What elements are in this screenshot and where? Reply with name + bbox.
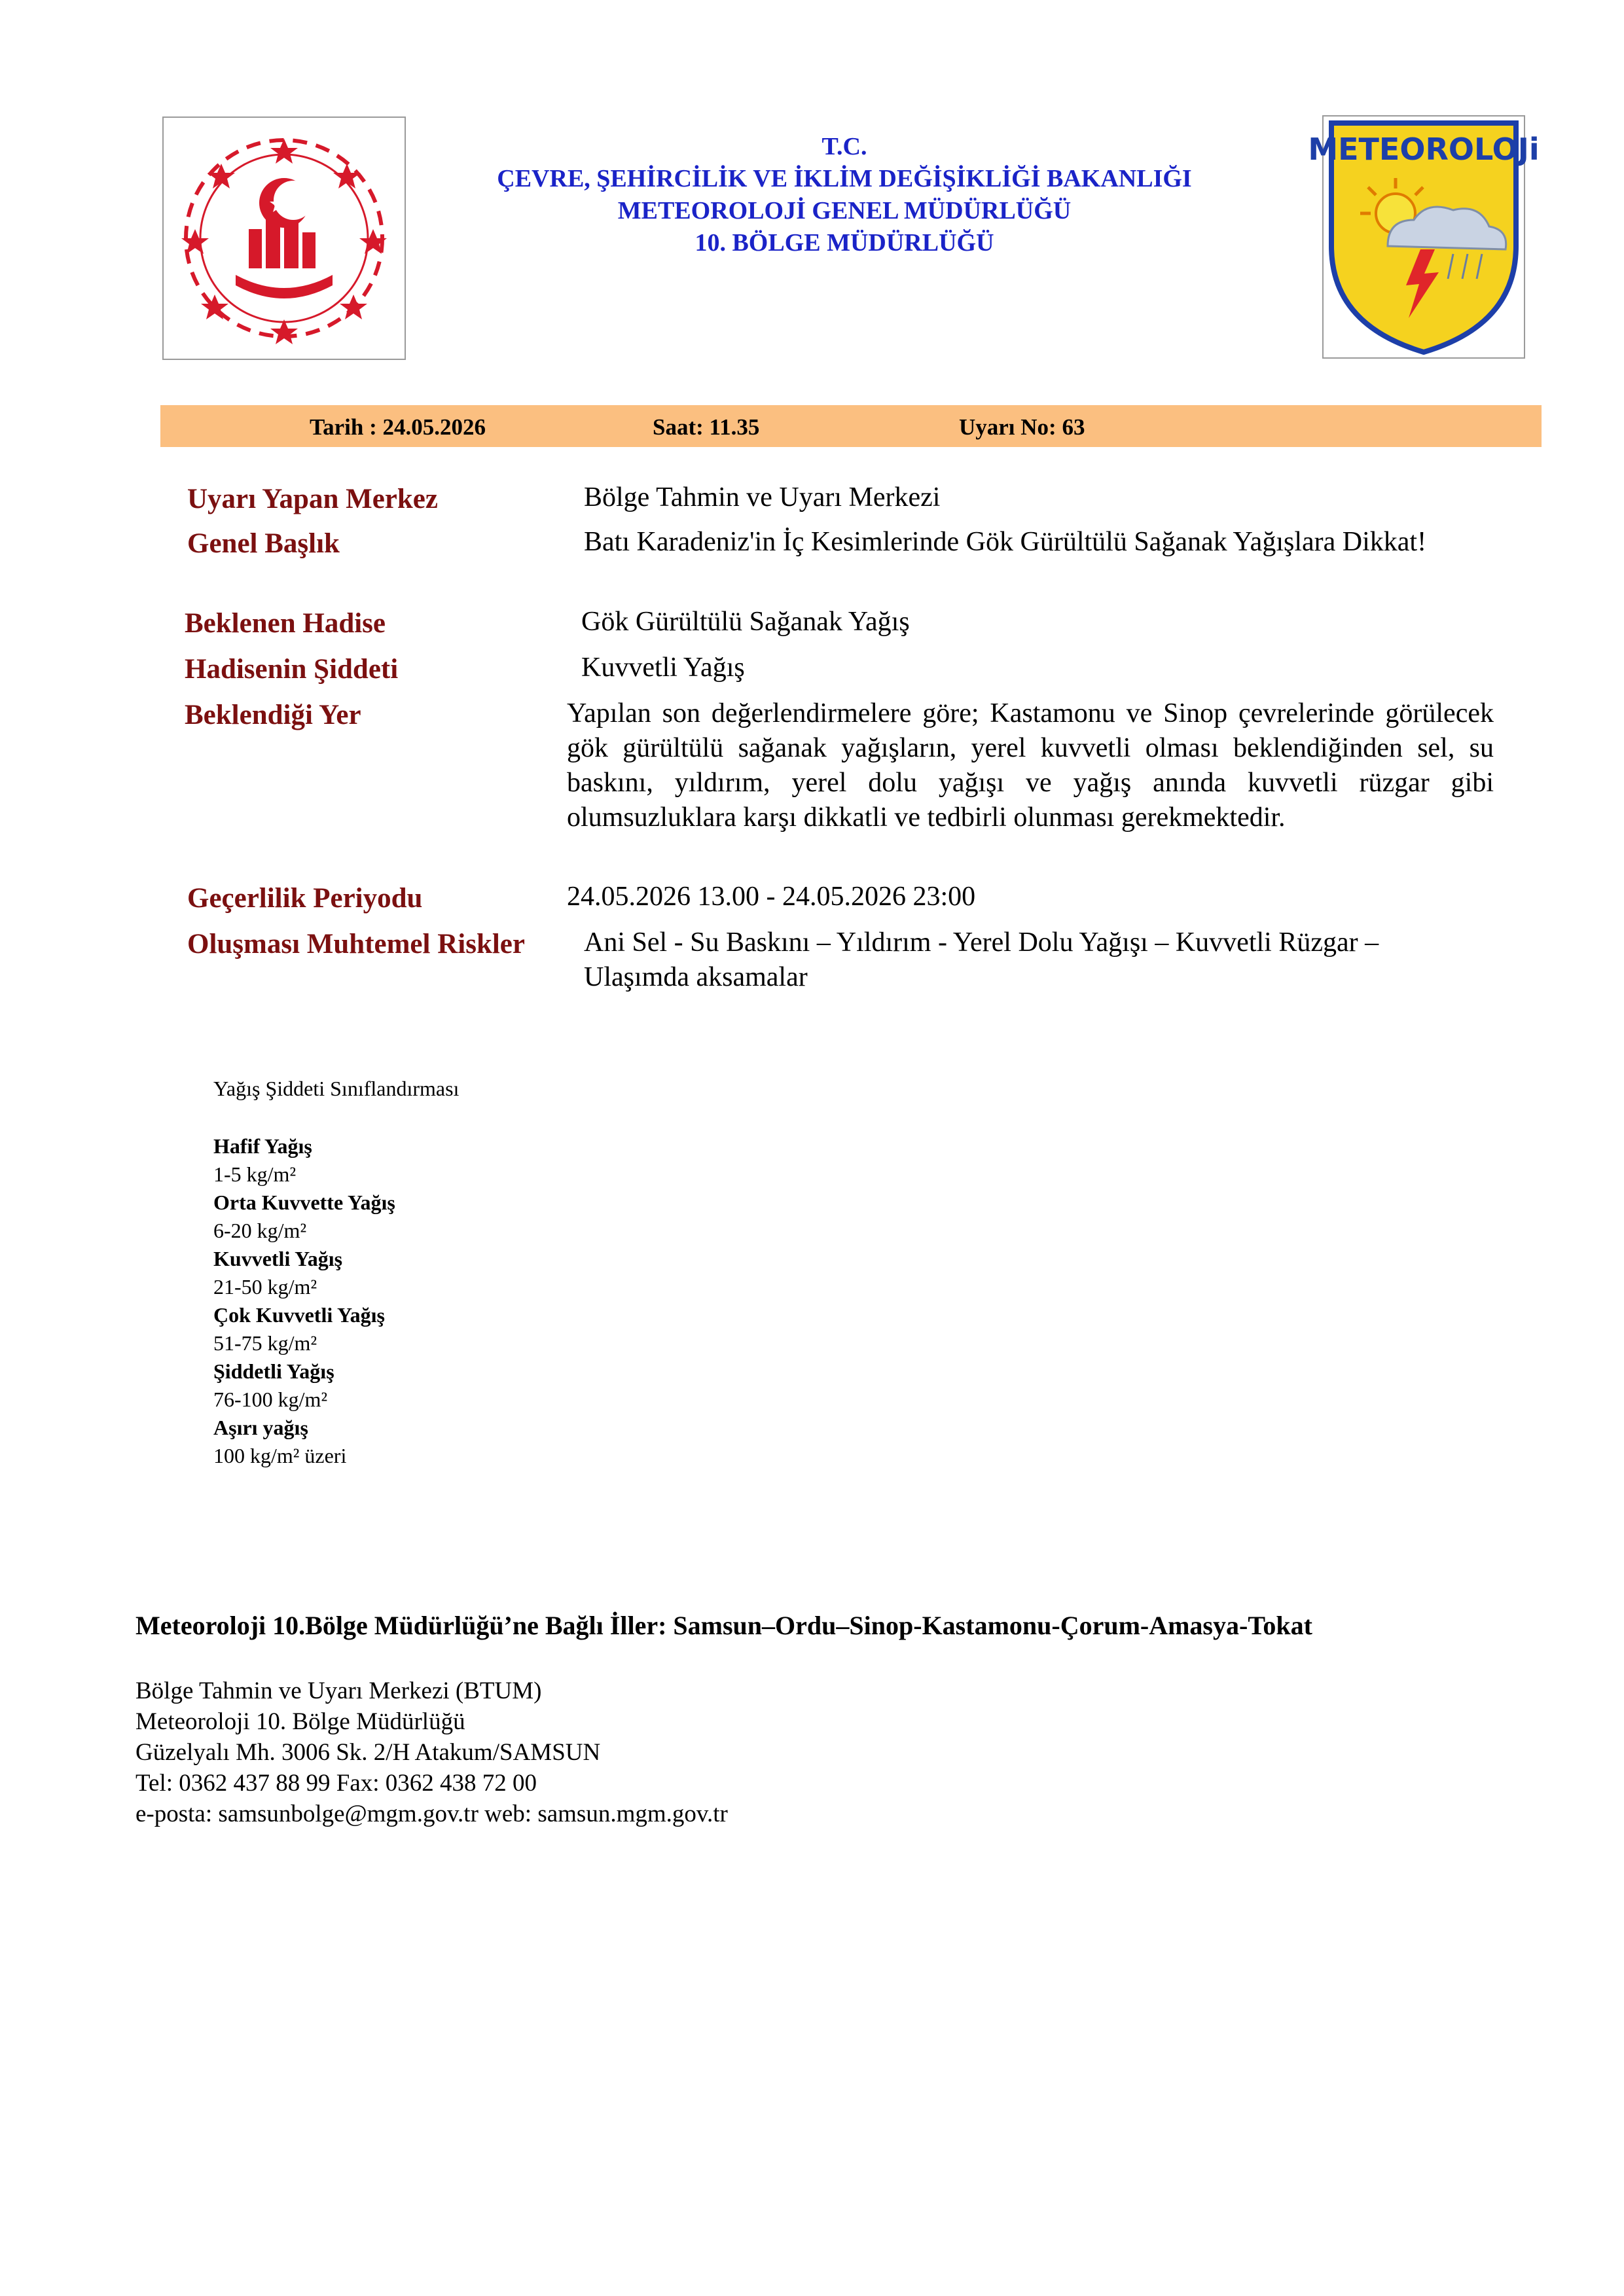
ministry-emblem-icon: [164, 118, 405, 359]
field-label-risks: Oluşması Muhtemel Riskler: [187, 929, 525, 960]
contact-phone-fax: Tel: 0362 437 88 99 Fax: 0362 438 72 00: [135, 1770, 537, 1797]
class-name-severe: Şiddetli Yağış: [213, 1359, 334, 1383]
class-range-extreme: 100 kg/m² üzeri: [213, 1444, 347, 1467]
ministry-emblem-logo: [162, 117, 406, 360]
field-value-location: Yapılan son değerlendirmelere göre; Kastamonu ve Sinop çevrelerinde görülecek gök gürültülü sağanak yağışların, yerel kuvvetli olması beklendiğinden sel, su baskını, yıldırım, yerel dolu yağışı ve yağış anında kuvvetli rüzgar gibi olumsuzluklara karşı dikkatli ve tedbirli olunması gerekmektedir.: [567, 698, 1494, 833]
meteoroloji-shield-logo: [1308, 115, 1540, 359]
class-range-moderate: 6-20 kg/m²: [213, 1219, 307, 1242]
contact-directorate: Meteoroloji 10. Bölge Müdürlüğü: [135, 1708, 465, 1735]
field-label-event: Beklenen Hadise: [185, 608, 386, 639]
meteoroloji-shield-icon: [1308, 115, 1540, 359]
field-value-validity: 24.05.2026 13.00 - 24.05.2026 23:00: [567, 882, 976, 912]
warning-info-bar: [160, 405, 1542, 447]
contact-email-web: e-posta: samsunbolge@mgm.gov.tr web: samsun.mgm.gov.tr: [135, 1801, 728, 1827]
contact-center-name: Bölge Tahmin ve Uyarı Merkezi (BTUM): [135, 1677, 542, 1704]
field-label-center: Uyarı Yapan Merkez: [187, 484, 438, 514]
field-value-center: Bölge Tahmin ve Uyarı Merkezi: [584, 482, 941, 512]
warning-number: Uyarı No: 63: [959, 414, 1085, 440]
class-name-extreme: Aşırı yağış: [213, 1416, 308, 1439]
affiliated-provinces: Meteoroloji 10.Bölge Müdürlüğü’ne Bağlı İller: Samsun–Ordu–Sinop-Kastamonu-Çorum-Amasya-Tokat: [135, 1611, 1312, 1640]
class-range-very-heavy: 51-75 kg/m²: [213, 1331, 317, 1355]
class-name-very-heavy: Çok Kuvvetli Yağış: [213, 1303, 385, 1327]
class-range-heavy: 21-50 kg/m²: [213, 1275, 317, 1299]
field-value-headline: Batı Karadeniz'in İç Kesimlerinde Gök Gürültülü Sağanak Yağışlara Dikkat!: [584, 527, 1427, 557]
field-value-severity: Kuvvetli Yağış: [581, 653, 745, 683]
field-value-event: Gök Gürültülü Sağanak Yağış: [581, 607, 910, 637]
class-name-moderate: Orta Kuvvette Yağış: [213, 1191, 395, 1214]
header-line-ministry: ÇEVRE, ŞEHİRCİLİK VE İKLİM DEĞİŞİKLİĞİ BAKANLIĞI: [497, 165, 1192, 192]
class-name-heavy: Kuvvetli Yağış: [213, 1247, 343, 1270]
field-label-validity: Geçerlilik Periyodu: [187, 883, 423, 914]
class-name-light: Hafif Yağış: [213, 1134, 312, 1158]
header-line-tc: T.C.: [821, 133, 867, 160]
ministry-header: [419, 131, 1270, 259]
header-line-region: 10. BÖLGE MÜDÜRLÜĞÜ: [695, 229, 994, 257]
field-value-risks: Ani Sel - Su Baskını – Yıldırım - Yerel Dolu Yağışı – Kuvvetli Rüzgar – Ulaşımda aksamalar: [584, 927, 1379, 992]
rain-classification-title: Yağış Şiddeti Sınıflandırması: [213, 1077, 460, 1100]
warning-date: Tarih : 24.05.2026: [310, 414, 486, 440]
field-label-severity: Hadisenin Şiddeti: [185, 654, 399, 685]
contact-block: [135, 1676, 728, 1829]
class-range-light: 1-5 kg/m²: [213, 1162, 297, 1186]
warning-time: Saat: 11.35: [653, 414, 760, 440]
class-range-severe: 76-100 kg/m²: [213, 1388, 328, 1411]
field-label-location: Beklendiği Yer: [185, 700, 361, 730]
shield-title: METEOROLOJi: [1308, 132, 1540, 167]
contact-address: Güzelyalı Mh. 3006 Sk. 2/H Atakum/SAMSUN: [135, 1739, 601, 1766]
field-label-headline: Genel Başlık: [187, 528, 340, 559]
header-line-directorate: METEOROLOJİ GENEL MÜDÜRLÜĞÜ: [617, 197, 1072, 224]
rain-classification-list: [213, 1132, 395, 1470]
